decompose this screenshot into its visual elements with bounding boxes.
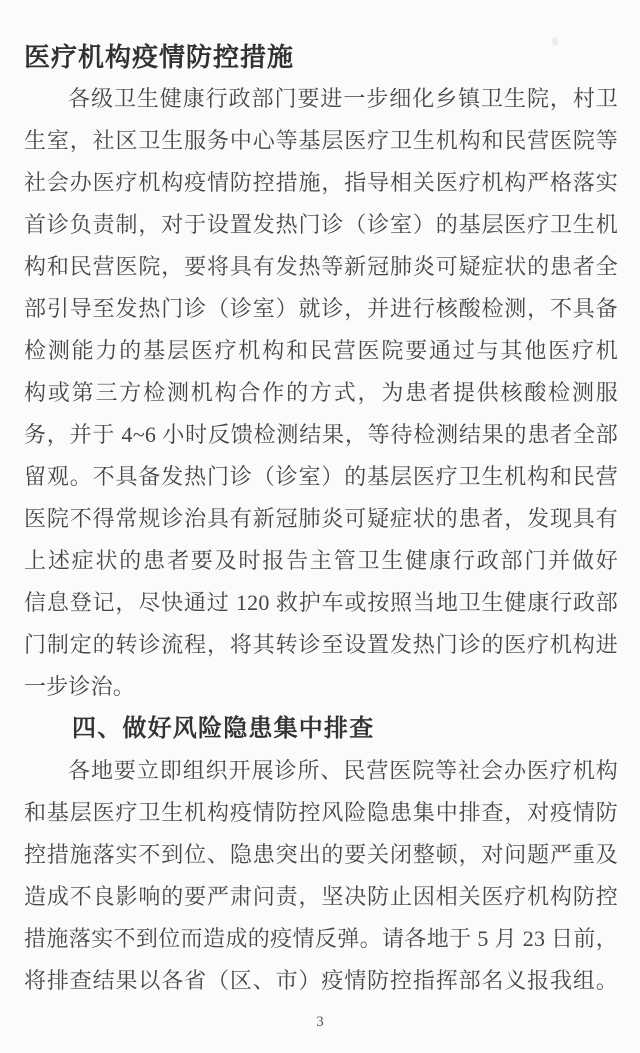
text-line: 检测能力的基层医疗机构和民营医院要通过与其他医疗机 [24, 338, 618, 363]
text-line: 措施落实不到位而造成的疫情反弹。请各地于 5 月 23 日前， [24, 926, 618, 951]
text-line: 务，并于 4~6 小时反馈检测结果，等待检测结果的患者全部 [24, 422, 618, 447]
text-line: 构和民营医院，要将具有发热等新冠肺炎可疑症状的患者全 [24, 254, 618, 279]
text-line: 各地要立即组织开展诊所、民营医院等社会办医疗机构 [68, 758, 618, 783]
text-line: 各级卫生健康行政部门要进一步细化乡镇卫生院，村卫 [68, 86, 618, 111]
text-line: 首诊负责制，对于设置发热门诊（诊室）的基层医疗卫生机 [24, 212, 618, 237]
text-line: 造成不良影响的要严肃问责，坚决防止因相关医疗机构防控 [24, 884, 618, 909]
text-line: 留观。不具备发热门诊（诊室）的基层医疗卫生机构和民营 [24, 464, 618, 489]
text-line: 构或第三方检测机构合作的方式，为患者提供核酸检测服 [24, 380, 618, 405]
text-line: 生室，社区卫生服务中心等基层医疗卫生机构和民营医院等 [24, 128, 618, 153]
text-line: 一步诊治。 [24, 674, 136, 699]
document-body [24, 36, 618, 1002]
text-line: 上述症状的患者要及时报告主管卫生健康行政部门并做好 [24, 548, 618, 573]
text-line: 信息登记，尽快通过 120 救护车或按照当地卫生健康行政部 [24, 590, 618, 615]
text-line: 将排查结果以各省（区、市）疫情防控指挥部名义报我组。 [24, 968, 618, 993]
page-number: 3 [316, 1014, 324, 1030]
section-heading: 四、做好风险隐患集中排查 [72, 715, 375, 742]
document-title: 医疗机构疫情防控措施 [24, 42, 295, 72]
text-line: 部引导至发热门诊（诊室）就诊，并进行核酸检测，不具备 [24, 296, 618, 321]
text-line: 社会办医疗机构疫情防控措施，指导相关医疗机构严格落实 [24, 170, 618, 195]
text-line: 医院不得常规诊治具有新冠肺炎可疑症状的患者，发现具有 [24, 506, 618, 531]
text-line: 和基层医疗卫生机构疫情防控风险隐患集中排查，对疫情防 [24, 800, 618, 825]
text-line: 门制定的转诊流程，将其转诊至设置发热门诊的医疗机构进 [24, 632, 618, 657]
text-line: 控措施落实不到位、隐患突出的要关闭整顿，对问题严重及 [24, 842, 618, 867]
